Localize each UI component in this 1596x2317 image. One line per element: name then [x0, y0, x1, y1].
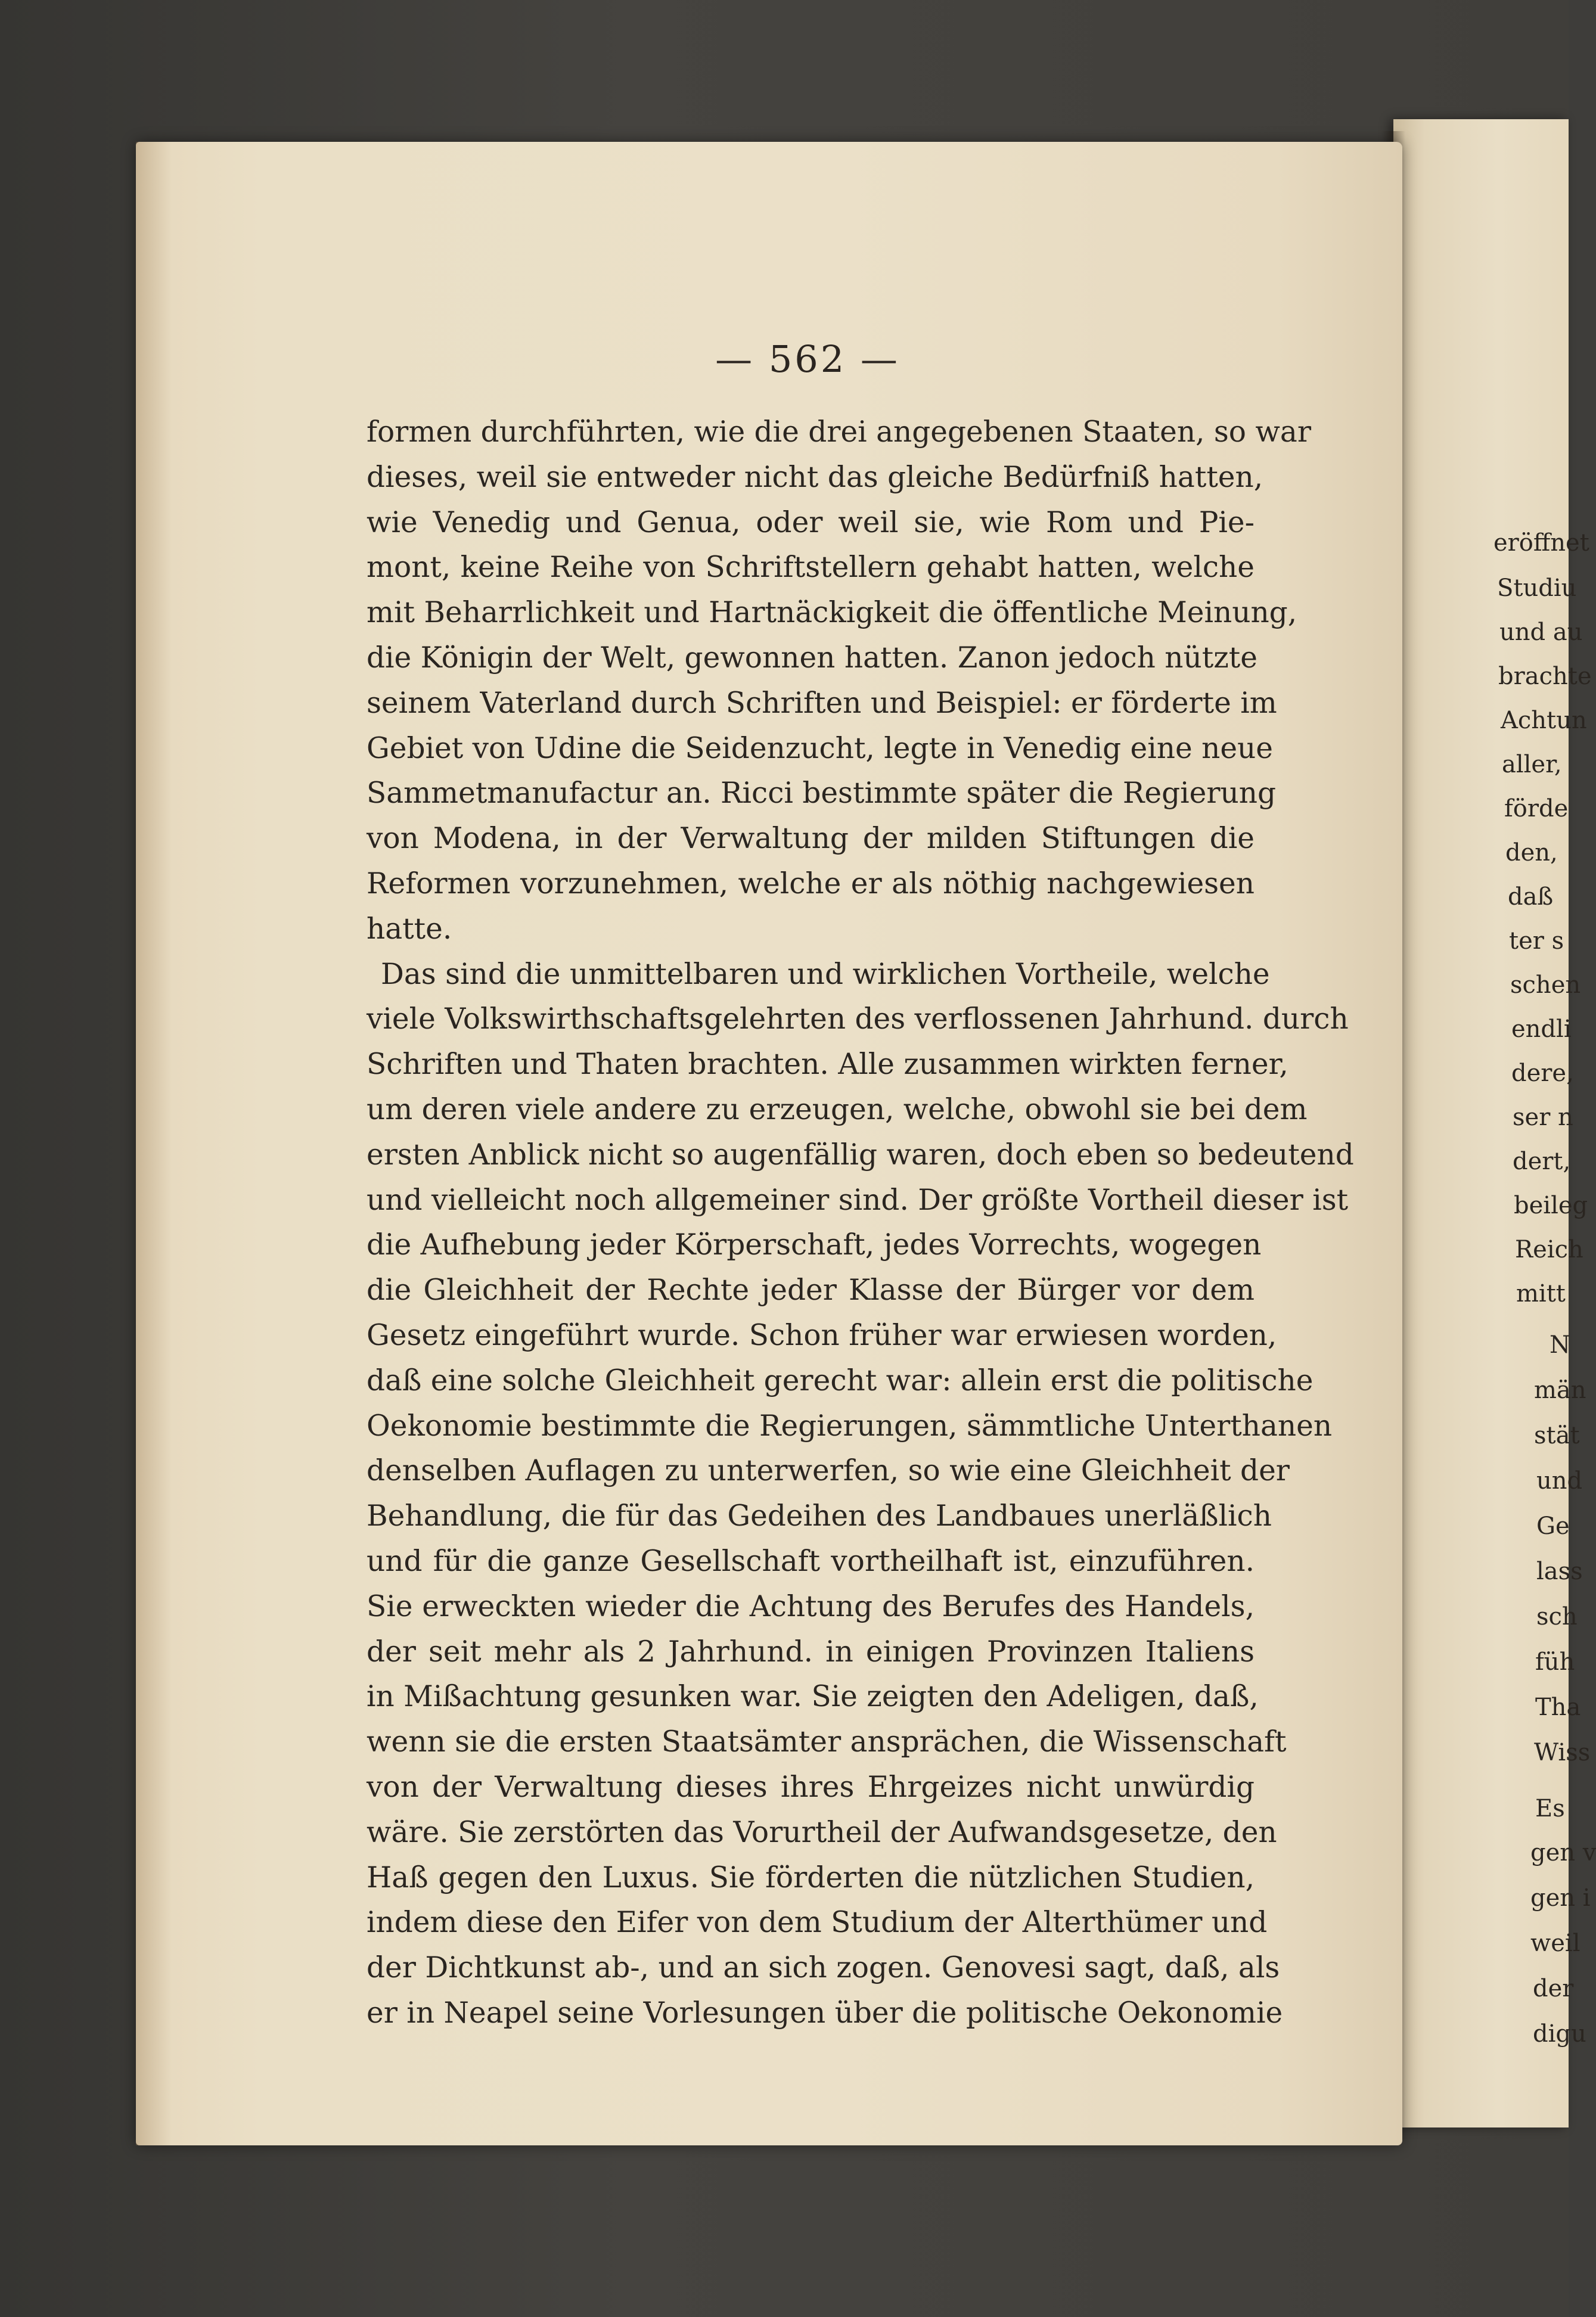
text-line: er in Neapel seine Vorlesungen über die politische Oekonomie	[367, 1996, 1283, 2030]
text-line: dieses, weil sie entweder nicht das gleiche Bedürfniß hatten,	[367, 460, 1263, 494]
text-line: die Königin der Welt, gewonnen hatten. Zanon jedoch nützte	[367, 641, 1257, 675]
facing-line: schen	[1510, 971, 1581, 999]
text-line: wenn sie die ersten Staatsämter ansprächen, die Wissenschaft	[367, 1725, 1287, 1759]
facing-line: und	[1536, 1467, 1583, 1495]
text-line: Haß gegen den Luxus. Sie förderten die nützlichen Studien,	[367, 1861, 1255, 1894]
facing-line: den,	[1505, 839, 1558, 866]
text-line: Gesetz eingeführt wurde. Schon früher war erwiesen worden,	[367, 1318, 1277, 1352]
text-line: und für die ganze Gesellschaft vortheilhaft ist, einzuführen.	[367, 1544, 1255, 1578]
text-line: indem diese den Eifer von dem Studium der Alterthümer und	[367, 1906, 1268, 1940]
facing-line: ter s	[1509, 927, 1564, 955]
text-line: denselben Auflagen zu unterwerfen, so wie eine Gleichheit der	[367, 1454, 1290, 1488]
facing-line: daß	[1508, 883, 1554, 911]
text-line: formen durchführten, wie die drei angegebenen Staaten, so war	[367, 415, 1312, 449]
facing-line: Es	[1535, 1795, 1565, 1822]
facing-line: Studiu	[1497, 574, 1577, 602]
facing-line: dert,	[1513, 1148, 1571, 1175]
facing-line: gen i	[1530, 1884, 1591, 1912]
text-line: die Gleichheit der Rechte jeder Klasse der Bürger vor dem	[367, 1274, 1255, 1307]
text-line: die Aufhebung jeder Körperschaft, jedes Vorrechts, wogegen	[367, 1228, 1262, 1262]
text-line: wäre. Sie zerstörten das Vorurtheil der Aufwandsgesetze, den	[367, 1815, 1277, 1849]
text-line: daß eine solche Gleichheit gerecht war: allein erst die politische	[367, 1364, 1314, 1397]
text-line: Reformen vorzunehmen, welche er als nöthig nachgewiesen	[367, 866, 1255, 900]
text-line: Schriften und Thaten brachten. Alle zusammen wirkten ferner,	[367, 1048, 1288, 1082]
facing-line: Tha	[1535, 1694, 1581, 1721]
facing-line: digu	[1533, 2020, 1586, 2048]
text-line: wie Venedig und Genua, oder weil sie, wie Rom und Pie-	[367, 505, 1255, 539]
text-line: Behandlung, die für das Gedeihen des Landbaues unerläßlich	[367, 1499, 1272, 1533]
text-line: um deren viele andere zu erzeugen, welche, obwohl sie bei dem	[367, 1092, 1308, 1126]
facing-line: und au	[1499, 619, 1583, 646]
text-line: der seit mehr als 2 Jahrhund. in einigen Provinzen Italiens	[367, 1635, 1255, 1669]
facing-line: män	[1534, 1377, 1586, 1404]
facing-line: lass	[1536, 1558, 1583, 1585]
facing-line: endli	[1511, 1015, 1572, 1043]
text-line: mont, keine Reihe von Schriftstellern gehabt hatten, welche	[367, 551, 1255, 585]
facing-line: beileg	[1514, 1192, 1588, 1219]
facing-line: ser n	[1513, 1104, 1573, 1131]
text-line: Sammetmanufactur an. Ricci bestimmte später die Regierung	[367, 777, 1277, 810]
facing-line: Ge	[1536, 1512, 1570, 1540]
facing-line: eröffnet	[1493, 529, 1589, 557]
text-line: Das sind die unmittelbaren und wirklichen Vortheile, welche	[381, 957, 1270, 991]
text-line: Oekonomie bestimmte die Regierungen, sämmtliche Unterthanen	[367, 1409, 1333, 1443]
text-line: von Modena, in der Verwaltung der milden Stiftungen die	[367, 822, 1255, 856]
text-line: von der Verwaltung dieses ihres Ehrgeizes nicht unwürdig	[367, 1770, 1255, 1804]
facing-line: sch	[1536, 1603, 1578, 1630]
facing-line: füh	[1535, 1648, 1575, 1676]
facing-line: weil	[1530, 1930, 1581, 1957]
text-line: Gebiet von Udine die Seidenzucht, legte in Venedig eine neue	[367, 731, 1273, 765]
text-line: viele Volkswirthschaftsgelehrten des verflossenen Jahrhund. durch	[367, 1002, 1349, 1036]
text-line: mit Beharrlichkeit und Hartnäckigkeit die öffentliche Meinung,	[367, 596, 1297, 630]
text-line: in Mißachtung gesunken war. Sie zeigten den Adeligen, daß,	[367, 1680, 1259, 1714]
facing-line: gen v	[1530, 1839, 1596, 1866]
facing-line: N	[1550, 1331, 1570, 1359]
facing-line: förde	[1504, 795, 1569, 822]
facing-line: Wiss	[1534, 1739, 1591, 1766]
facing-line: dere,	[1511, 1060, 1574, 1087]
text-line: ersten Anblick nicht so augenfällig waren, doch eben so bedeutend	[367, 1138, 1354, 1172]
text-line: und vielleicht noch allgemeiner sind. Der größte Vortheil dieser ist	[367, 1183, 1349, 1217]
facing-line: aller,	[1502, 751, 1562, 778]
facing-line: brachte	[1498, 663, 1592, 690]
facing-line: mitt	[1516, 1280, 1566, 1307]
page-text	[367, 410, 1354, 2036]
text-line: der Dichtkunst ab-, und an sich zogen. Genovesi sagt, daß, als	[367, 1951, 1280, 1985]
text-line: seinem Vaterland durch Schriften und Beispiel: er förderte im	[367, 686, 1277, 720]
facing-page	[1393, 119, 1596, 2127]
facing-line: Reich	[1515, 1236, 1583, 1263]
facing-line: Achtun	[1501, 707, 1587, 734]
text-line: Sie erweckten wieder die Achtung des Berufes des Handels,	[367, 1589, 1255, 1623]
facing-line: der	[1533, 1975, 1574, 2002]
text-line: hatte.	[367, 912, 452, 946]
facing-line: stät	[1534, 1422, 1580, 1449]
page-number: — 562 —	[715, 337, 900, 381]
